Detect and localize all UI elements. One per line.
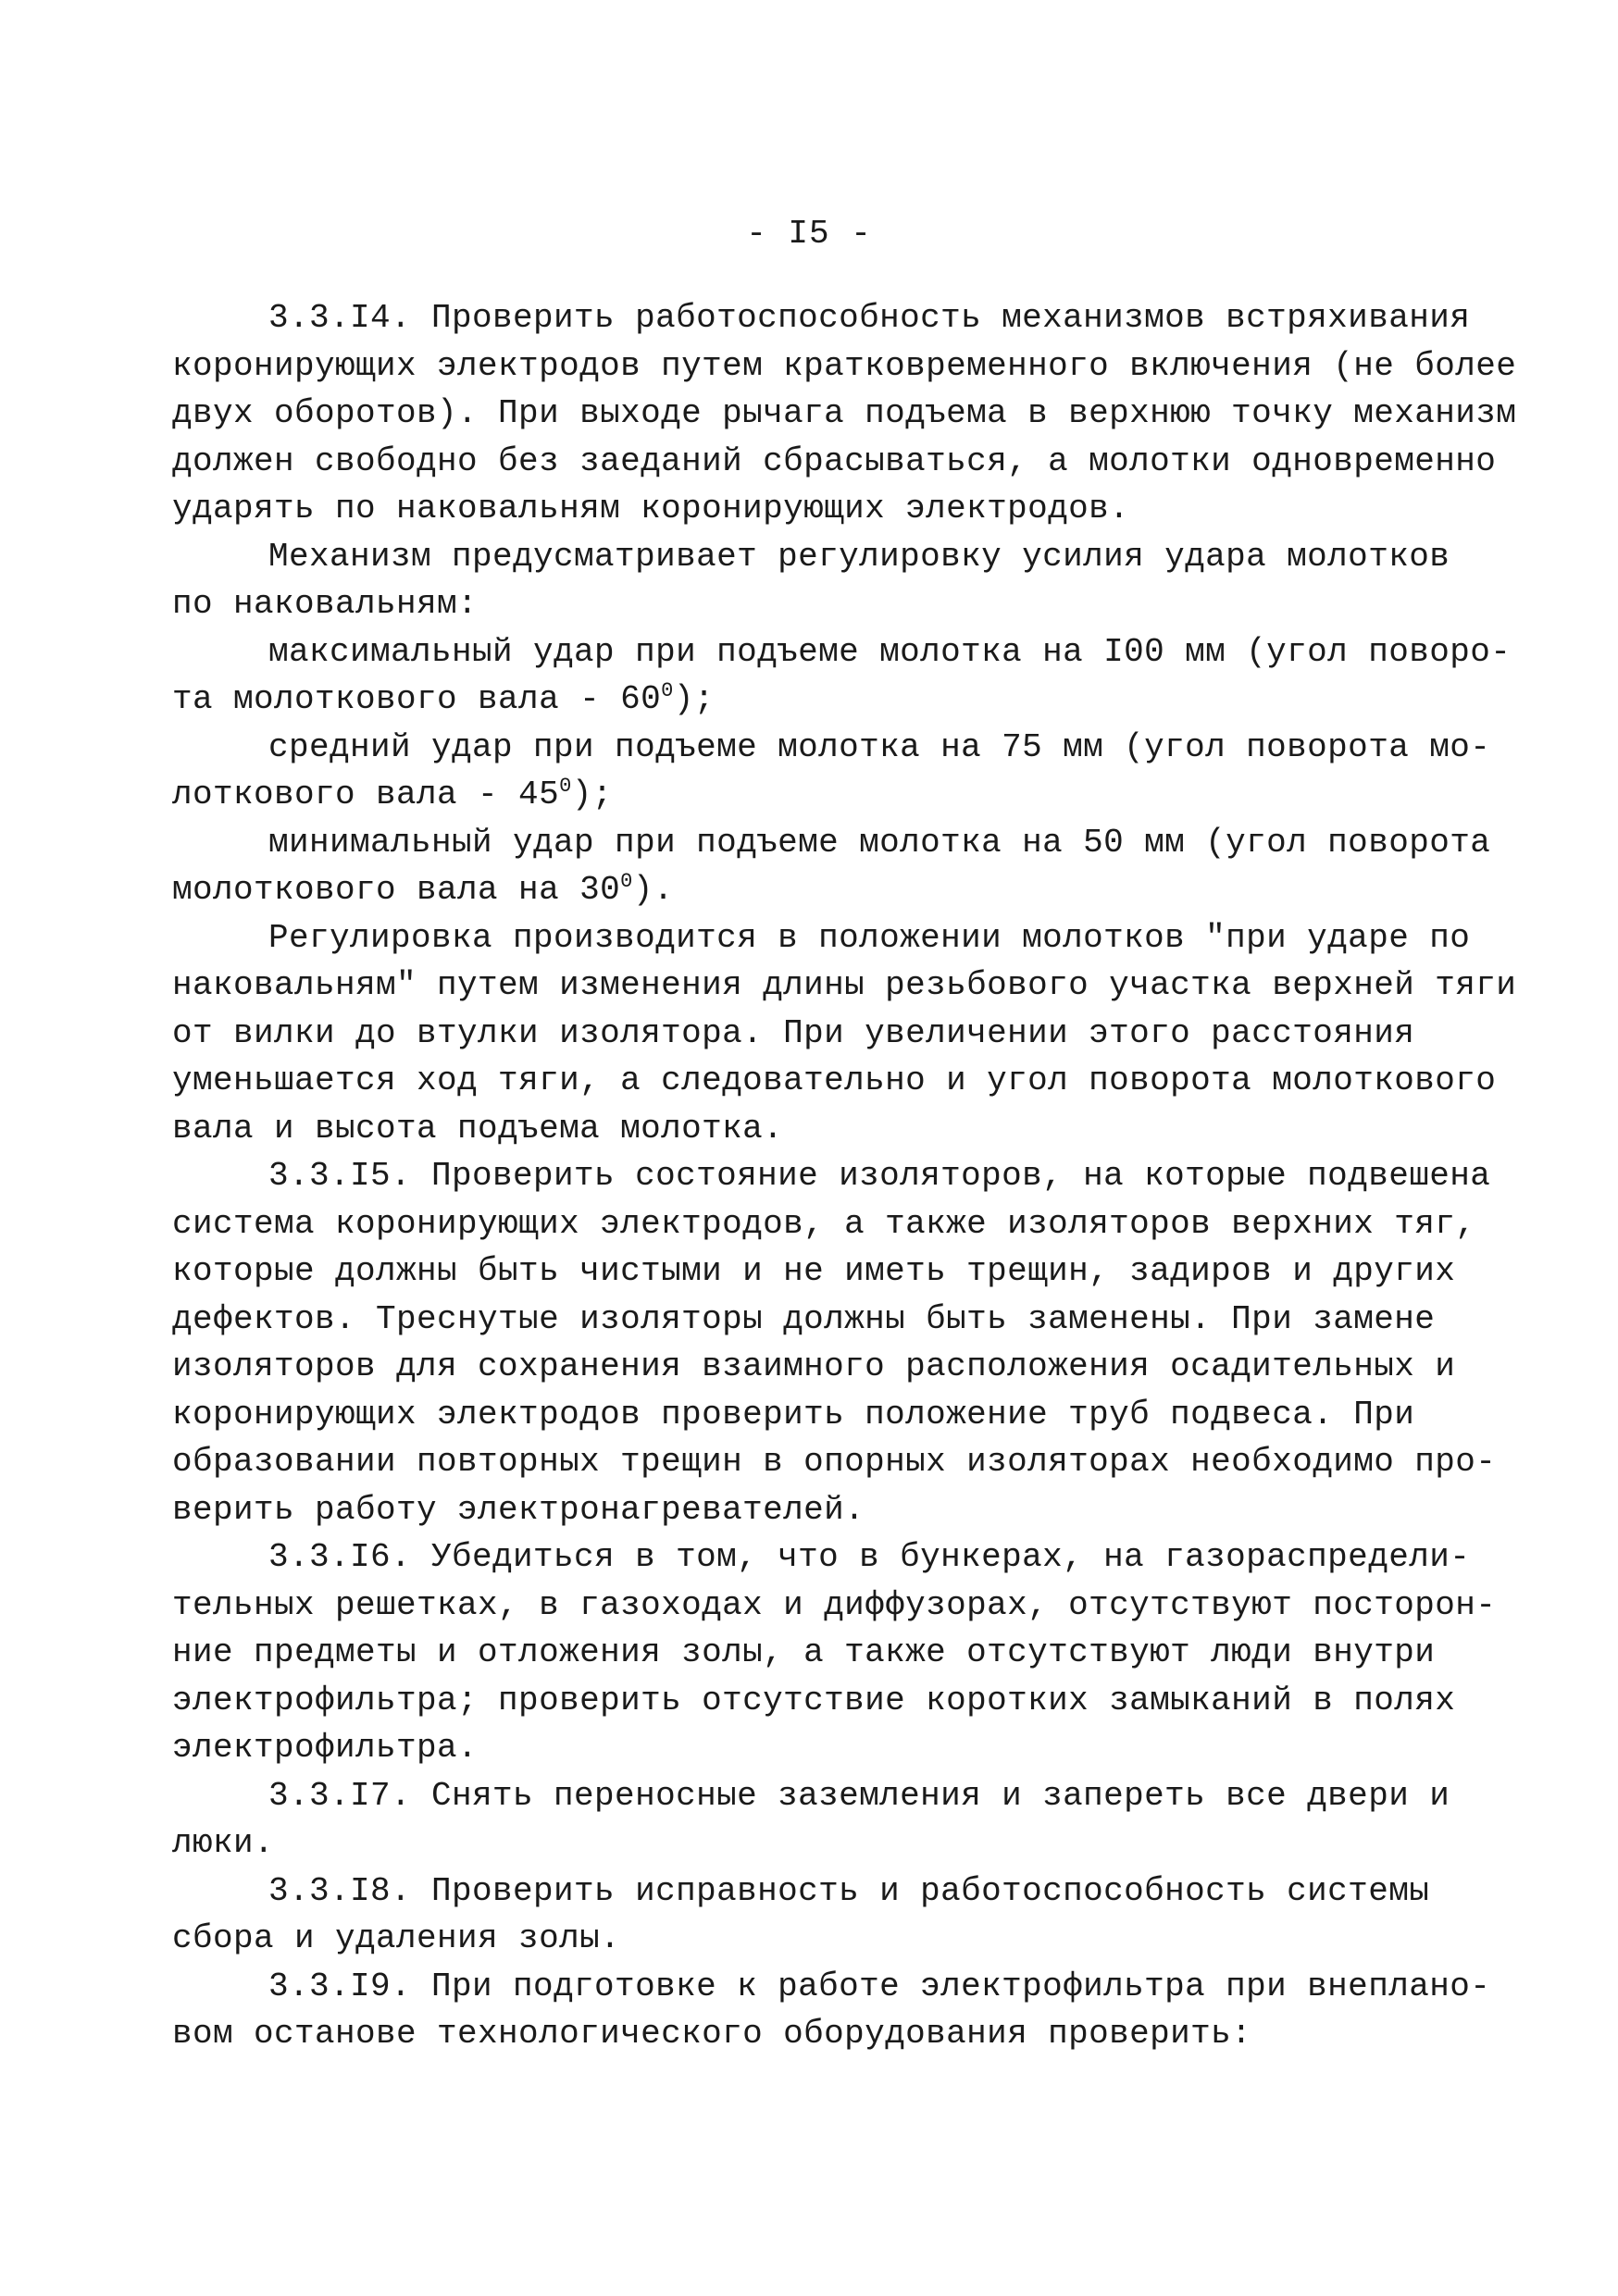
text-line xyxy=(172,580,1468,628)
text-line xyxy=(172,438,1497,486)
text-line xyxy=(172,1247,1468,1296)
text-line xyxy=(172,1057,1497,1105)
text-line xyxy=(172,1486,1468,1534)
text-line-content: должен свободно без заеданий сбрасываться, а молотки одновременно xyxy=(172,441,1497,480)
text-line xyxy=(172,1343,1468,1391)
text-line xyxy=(172,1963,1491,2011)
text-line xyxy=(172,1152,1491,1200)
text-line xyxy=(172,1724,1468,1772)
text-line-content: 3.3.I5. Проверить состояние изоляторов, на которые подвешена xyxy=(268,1157,1491,1195)
text-line-content: вала и высота подъема молотка. xyxy=(172,1109,784,1148)
text-line xyxy=(172,1819,1468,1868)
page-number: - I5 - xyxy=(746,215,872,253)
text-line-content: минимальный удар при подъеме молотка на 50 мм (угол поворота xyxy=(268,823,1491,862)
text-line-content: сбора и удаления золы. xyxy=(172,1919,621,1957)
text-line-content: 3.3.I4. Проверить работоспособность механизмов встряхивания xyxy=(268,299,1471,337)
text-line-content: ударять по наковальням коронирующих электродов. xyxy=(172,490,1130,527)
text-line xyxy=(172,1010,1468,1058)
text-line-content: вом останове технологического оборудования проверить: xyxy=(172,2015,1252,2053)
text-line xyxy=(172,1391,1468,1439)
text-line-content: электрофильтра; проверить отсутствие коротких замыканий в полях xyxy=(172,1681,1456,1719)
text-line xyxy=(172,2010,1468,2058)
text-line xyxy=(172,342,1517,391)
text-line-content: средний удар при подъеме молотка на 75 мм (угол поворота мо- xyxy=(268,727,1491,766)
degree-superscript: 0 xyxy=(620,870,633,893)
text-line-content: 3.3.I8. Проверить исправность и работоспособность системы xyxy=(268,1871,1430,1910)
text-line-content: тельных решетках, в газоходах и диффузорах, отсутствуют посторон- xyxy=(172,1585,1497,1624)
text-line xyxy=(172,1296,1468,1344)
text-line xyxy=(172,1582,1497,1630)
text-line-content: дефектов. Треснутые изоляторы должны быть заменены. При замене xyxy=(172,1299,1436,1338)
text-line xyxy=(172,1629,1468,1677)
text-line xyxy=(172,533,1468,581)
text-line xyxy=(172,1533,1471,1582)
text-line-content: 3.3.I7. Снять переносные заземления и запереть все двери и xyxy=(268,1776,1450,1815)
text-line-tail: ); xyxy=(673,680,715,718)
text-line xyxy=(172,1438,1497,1486)
text-line-content: от вилки до втулки изолятора. При увеличении этого расстояния xyxy=(172,1013,1415,1052)
text-line-content: по наковальням: xyxy=(172,585,479,623)
text-line xyxy=(172,1105,1468,1153)
text-line xyxy=(172,724,1491,772)
text-line-content: двух оборотов). При выходе рычага подъема в верхнюю точку механизм xyxy=(172,394,1517,432)
degree-superscript: 0 xyxy=(661,679,674,702)
text-line-content: молоткового вала на 30 xyxy=(172,871,621,909)
text-line-content: коронирующих электродов проверить положение труб подвеса. При xyxy=(172,1395,1415,1433)
text-line-content: электрофильтра. xyxy=(172,1729,479,1767)
text-line-content: лоткового вала - 45 xyxy=(172,776,560,813)
text-line-content: Регулировка производится в положении молотков "при ударе по xyxy=(268,918,1471,957)
text-line xyxy=(172,485,1468,533)
text-line xyxy=(172,819,1491,867)
text-line-content: 3.3.I6. Убедиться в том, что в бункерах, на газораспредели- xyxy=(268,1538,1471,1576)
text-line-content: Механизм предусматривает регулировку усилия удара молотков xyxy=(268,537,1450,576)
text-line xyxy=(172,866,1468,914)
text-line-content: коронирующих электродов путем кратковременного включения (не более xyxy=(172,346,1517,385)
text-line xyxy=(172,962,1517,1010)
text-line-content: 3.3.I9. При подготовке к работе электрофильтра при внеплано- xyxy=(268,1967,1491,2005)
text-line xyxy=(172,1677,1468,1725)
text-line xyxy=(172,1772,1468,1820)
text-line-content: та молоткового вала - 60 xyxy=(172,680,662,718)
text-line-content: которые должны быть чистыми и не иметь трещин, задиров и других xyxy=(172,1252,1456,1290)
text-line-content: система коронирующих электродов, а также изоляторов верхних тяг, xyxy=(172,1204,1476,1243)
text-line-content: ние предметы и отложения золы, а также отсутствуют люди внутри xyxy=(172,1633,1436,1671)
text-line-content: верить работу электронагревателей. xyxy=(172,1490,865,1529)
text-line xyxy=(172,1200,1476,1248)
text-line-content: изоляторов для сохранения взаимного расположения осадительных и xyxy=(172,1347,1456,1385)
text-line-content: люки. xyxy=(172,1824,275,1862)
text-line xyxy=(172,390,1517,438)
text-line-tail: ); xyxy=(571,776,613,813)
text-line-content: максимальный удар при подъеме молотка на I00 мм (угол поворо- xyxy=(268,632,1512,671)
text-line xyxy=(172,676,1468,724)
text-line-content: образовании повторных трещин в опорных изоляторах необходимо про- xyxy=(172,1443,1497,1481)
text-line-content: наковальням" путем изменения длины резьбового участка верхней тяги xyxy=(172,966,1517,1004)
text-line-tail: ). xyxy=(632,871,674,909)
text-line xyxy=(172,294,1471,342)
text-line xyxy=(172,771,1468,819)
text-line xyxy=(172,1915,1468,1963)
text-line xyxy=(172,914,1471,962)
text-line xyxy=(172,1868,1468,1916)
text-line xyxy=(172,628,1512,676)
text-line-content: уменьшается ход тяги, а следовательно и угол поворота молоткового xyxy=(172,1061,1497,1099)
degree-superscript: 0 xyxy=(559,775,572,798)
body-text xyxy=(172,294,1517,2058)
